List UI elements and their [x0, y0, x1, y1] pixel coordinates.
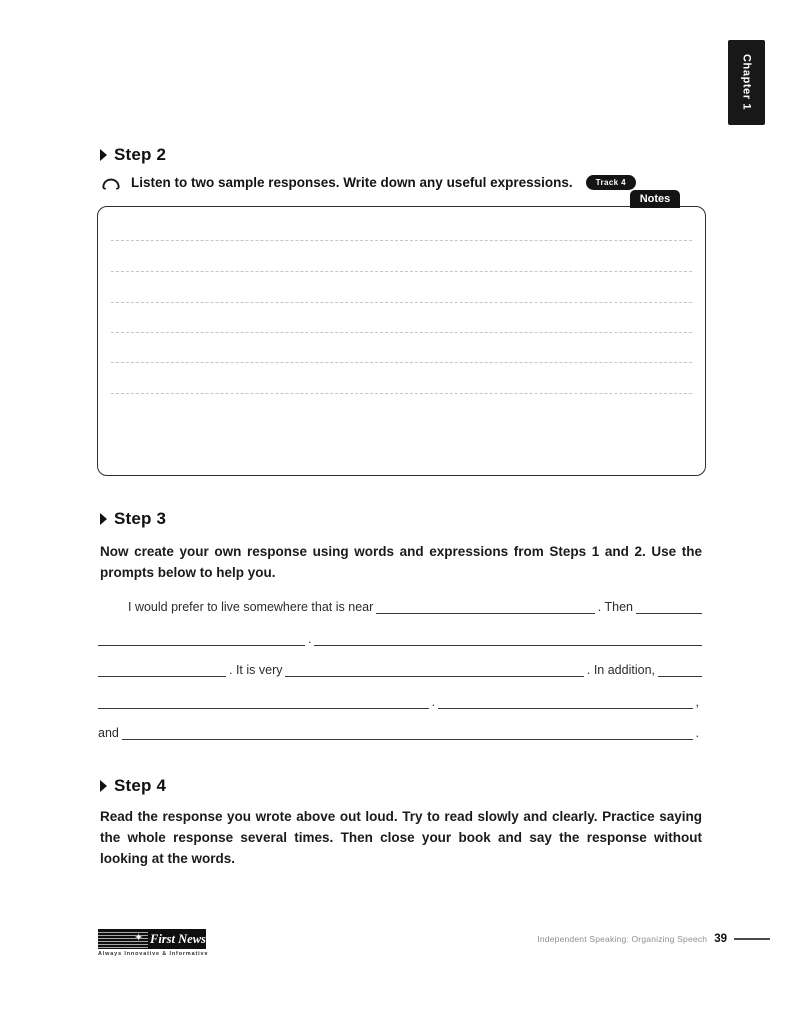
prompt-text: and [98, 726, 119, 740]
blank-line [376, 602, 595, 614]
publisher-logo [98, 929, 209, 958]
ruled-line [111, 332, 692, 333]
prompt-text: . Then [597, 600, 633, 614]
prompt-text: . [695, 726, 699, 740]
step2-heading [100, 145, 702, 165]
step4-section [100, 776, 702, 869]
chapter-tab [728, 40, 765, 125]
ruled-line [111, 393, 692, 394]
logo-star-icon: ✦ [134, 932, 144, 944]
prompt-text: . [431, 694, 436, 709]
step3-section [100, 509, 702, 583]
prompt-text: . It is very [229, 663, 283, 677]
headphones-icon [100, 172, 122, 190]
prompt-row-1 [98, 599, 702, 614]
step-marker-icon [100, 149, 107, 161]
blank-line [122, 728, 693, 740]
step-marker-icon [100, 513, 107, 525]
step4-title: Step 4 [114, 776, 167, 795]
blank-line [438, 697, 692, 709]
step2-title: Step 2 [114, 145, 167, 164]
chapter-tab-label: Chapter 1 [740, 54, 753, 111]
footer-section-title: Independent Speaking: Organizing Speech [537, 934, 708, 944]
ruled-line [111, 362, 692, 363]
step2-instruction: Listen to two sample responses. Write down any useful expressions. [131, 174, 573, 190]
step2-instruction-row [100, 174, 702, 190]
footer-rule-line [734, 938, 770, 940]
prompt-row-3 [98, 662, 702, 677]
publisher-name: First News [150, 931, 206, 946]
prompt-text: I would prefer to live somewhere that is near [128, 600, 374, 614]
step3-heading [100, 509, 702, 529]
step-marker-icon [100, 780, 107, 792]
publisher-tagline: Always Innovative & Informative [98, 951, 209, 957]
page-number: 39 [714, 933, 727, 945]
prompt-text: . In addition, [586, 663, 655, 677]
notes-box [97, 206, 706, 476]
prompt-row-2 [98, 631, 702, 646]
ruled-line [111, 240, 692, 241]
blank-line [285, 665, 583, 677]
notes-tab: Notes [630, 190, 680, 208]
blank-line [636, 602, 702, 614]
notes-area [97, 190, 706, 476]
prompt-lines [98, 599, 702, 757]
blank-line [658, 665, 702, 677]
step4-heading [100, 776, 702, 796]
prompt-text: . [308, 631, 312, 646]
ruled-line [111, 271, 692, 272]
blank-line [314, 634, 702, 646]
prompt-text: , [695, 694, 699, 709]
blank-line [98, 634, 305, 646]
step3-intro: Now create your own response using words and expressions from Steps 1 and 2. Use the prompts below to help you. [100, 544, 702, 580]
prompt-row-4 [98, 694, 702, 709]
step4-body: Read the response you wrote above out loud. Try to read slowly and clearly. Practice saying the whole response several times. Then close your book and say the response without looking at the words. [100, 809, 702, 866]
prompt-row-5 [98, 725, 702, 740]
blank-line [98, 697, 429, 709]
step2-section [100, 145, 702, 190]
footer-pagination [470, 933, 770, 945]
publisher-logo-box [98, 929, 206, 949]
track-badge: Track 4 [586, 175, 636, 190]
blank-line [98, 665, 226, 677]
ruled-line [111, 302, 692, 303]
step3-title: Step 3 [114, 509, 167, 528]
